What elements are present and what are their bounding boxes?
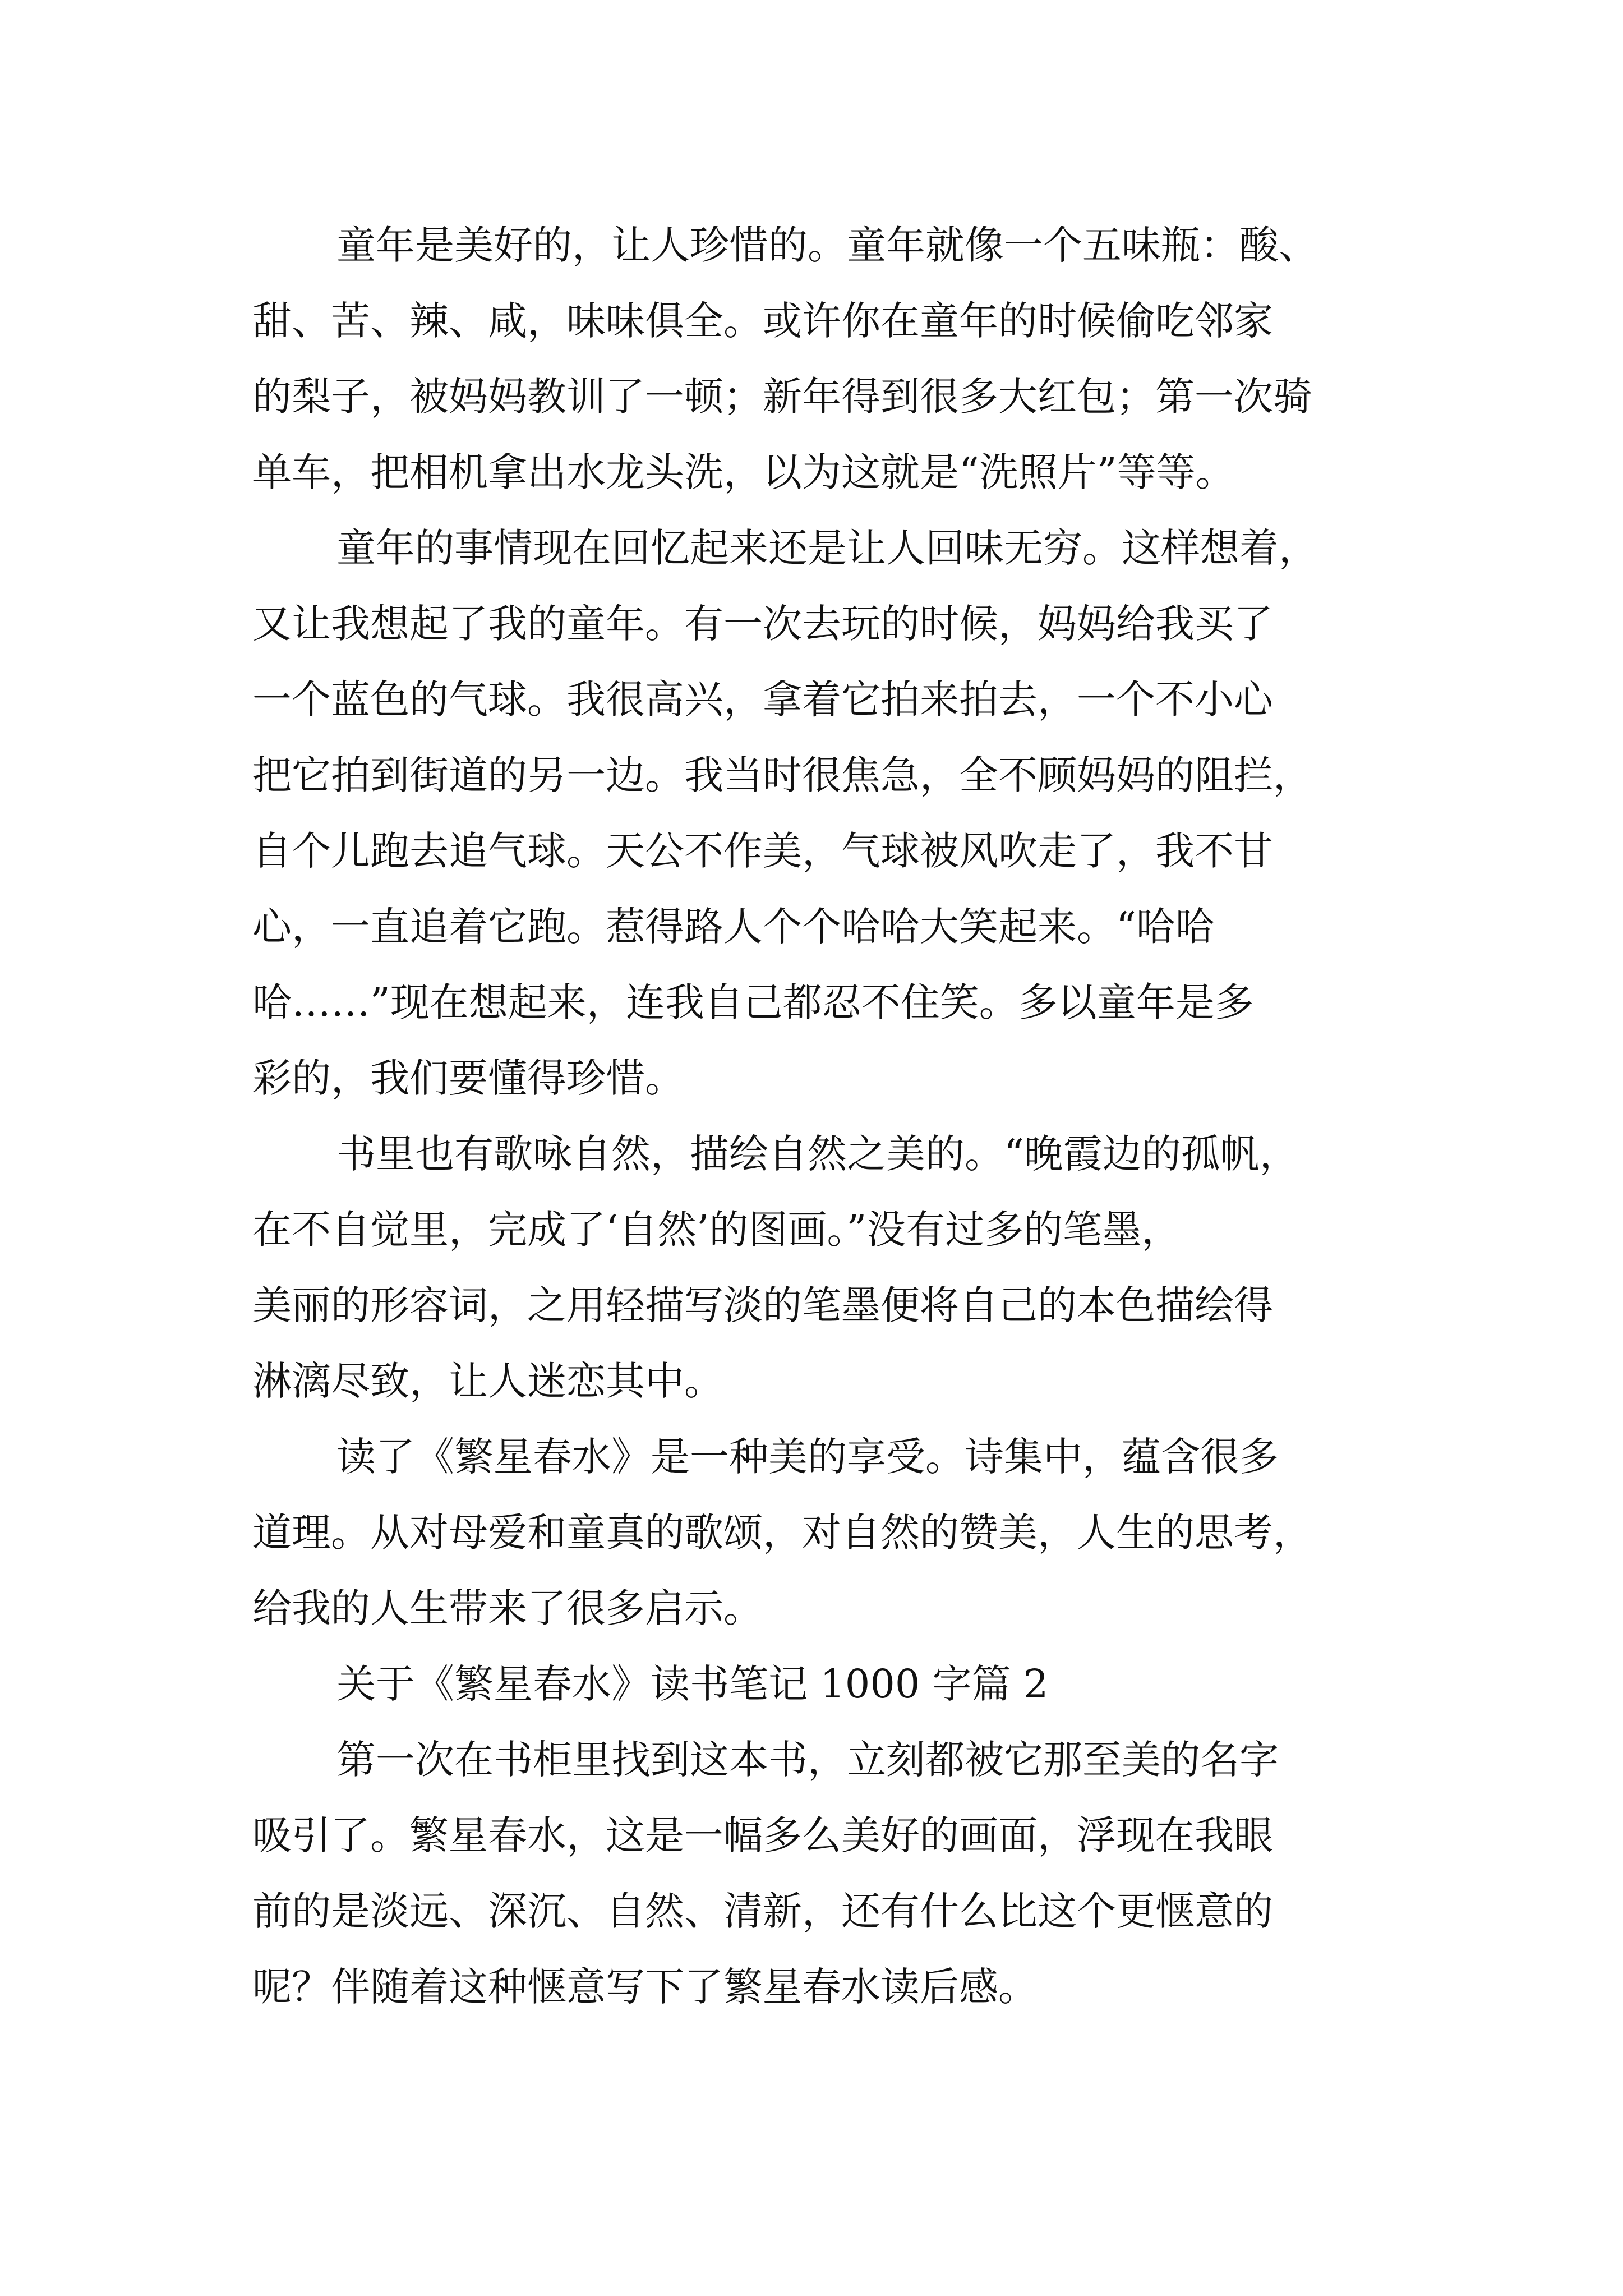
text-line: 心，一直追着它跑。惹得路人个个哈哈大笑起来。“哈哈 — [252, 904, 1215, 950]
text-line: 吸引了。繁星春水，这是一幅多么美好的画面，浮现在我眼 — [252, 1812, 1273, 1858]
text-line: 在不自觉里，完成了‘自然’的图画。”没有过多的笔墨， — [252, 1207, 1181, 1253]
text-line: 自个儿跑去追气球。天公不作美，气球被风吹走了，我不甘 — [252, 828, 1273, 874]
text-line: 童年是美好的，让人珍惜的。童年就像一个五味瓶：酸、 — [336, 222, 1318, 268]
document-body — [252, 208, 1393, 2025]
text-line: 呢？伴随着这种惬意写下了繁星春水读后感。 — [252, 1964, 1038, 2010]
text-line: 关于《繁星春水》读书笔记 1000 字篇 2 — [336, 1661, 1049, 1707]
text-line: 一个蓝色的气球。我很高兴，拿着它拍来拍去，一个不小心 — [252, 677, 1273, 723]
text-line: 童年的事情现在回忆起来还是让人回味无穷。这样想着， — [336, 525, 1318, 571]
text-line: 单车，把相机拿出水龙头洗，以为这就是“洗照片”等等。 — [252, 449, 1235, 495]
text-line: 道理。从对母爱和童真的歌颂，对自然的赞美，人生的思考， — [252, 1510, 1312, 1556]
text-line: 哈……”现在想起来，连我自己都忍不住笑。多以童年是多 — [252, 979, 1254, 1025]
text-line: 第一次在书柜里找到这本书，立刻都被它那至美的名字 — [336, 1737, 1279, 1783]
text-line: 把它拍到街道的另一边。我当时很焦急，全不顾妈妈的阻拦， — [252, 752, 1312, 798]
text-line: 给我的人生带来了很多启示。 — [252, 1585, 763, 1631]
text-line: 前的是淡远、深沉、自然、清新，还有什么比这个更惬意的 — [252, 1888, 1273, 1934]
text-line: 书里也有歌咏自然，描绘自然之美的。“晚霞边的孤帆， — [336, 1131, 1299, 1177]
text-line: 又让我想起了我的童年。有一次去玩的时候，妈妈给我买了 — [252, 601, 1273, 647]
text-line: 美丽的形容词，之用轻描写淡的笔墨便将自己的本色描绘得 — [252, 1282, 1273, 1328]
text-line: 彩的，我们要懂得珍惜。 — [252, 1055, 684, 1101]
text-line: 淋漓尽致，让人迷恋其中。 — [252, 1358, 723, 1404]
text-line: 读了《繁星春水》是一种美的享受。诗集中，蕴含很多 — [336, 1434, 1279, 1480]
text-line: 的梨子，被妈妈教训了一顿；新年得到很多大红包；第一次骑 — [252, 374, 1312, 420]
text-line: 甜、苦、辣、咸，味味俱全。或许你在童年的时候偷吃邻家 — [252, 298, 1273, 344]
